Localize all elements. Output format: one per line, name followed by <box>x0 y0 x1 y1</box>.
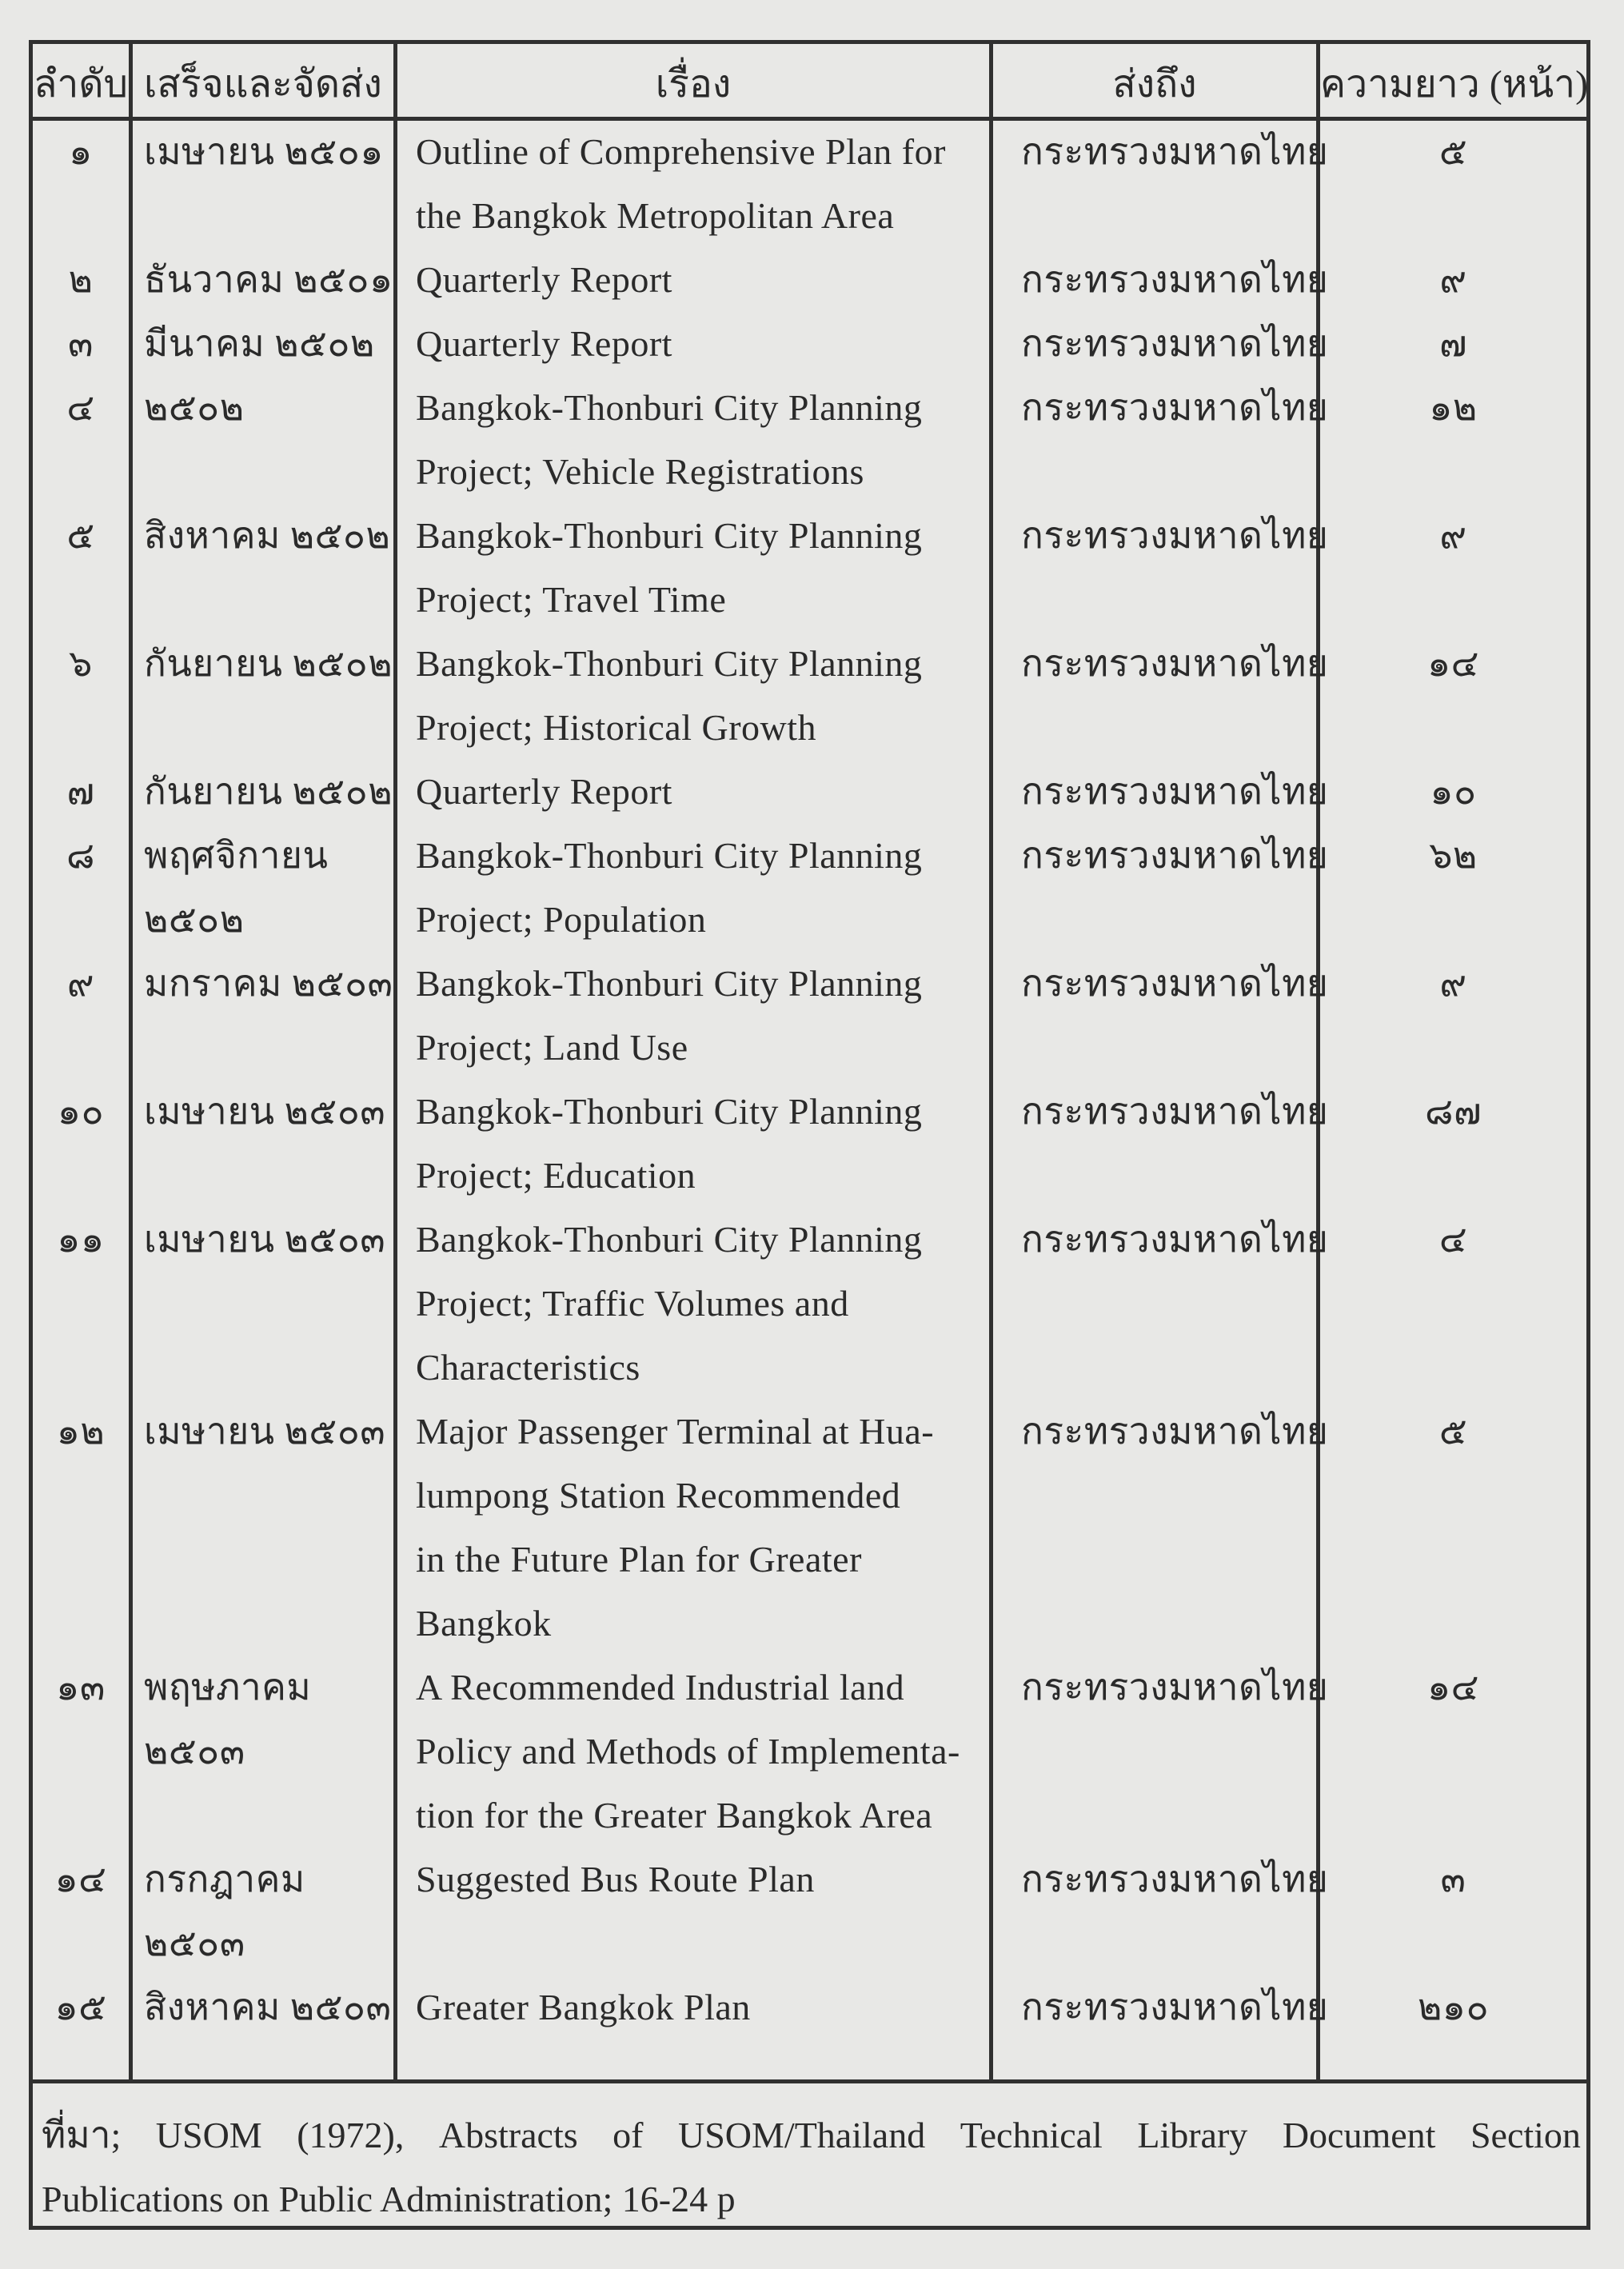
table-row-8-recipient: กระทรวงมหาดไทย <box>1021 835 1329 876</box>
table-row-4-title: Project; Vehicle Registrations <box>416 451 864 492</box>
source-note-word: USOM/Thailand <box>678 2115 926 2155</box>
table-row-3-recipient: กระทรวงมหาดไทย <box>1021 323 1329 364</box>
table-row-15-pages: ๒๑๐ <box>1417 1987 1490 2027</box>
table-row-7-title: Quarterly Report <box>416 771 672 812</box>
table-row-11-pages: ๔ <box>1438 1219 1468 1260</box>
table-row-5-title: Project; Travel Time <box>416 579 727 620</box>
table-row-2-recipient: กระทรวงมหาดไทย <box>1021 259 1329 300</box>
table-row-15-date: สิงหาคม ๒๕๐๓ <box>144 1987 392 2027</box>
table-row-11-title: Bangkok-Thonburi City Planning <box>416 1219 923 1260</box>
table-row-5-recipient: กระทรวงมหาดไทย <box>1021 515 1329 556</box>
table-row-7-recipient: กระทรวงมหาดไทย <box>1021 771 1329 812</box>
source-note-word: Technical <box>960 2115 1103 2155</box>
table-row-13-title: A Recommended Industrial land <box>416 1667 905 1708</box>
table-row-4-pages: ๑๒ <box>1429 387 1478 428</box>
table-row-4-title: Bangkok-Thonburi City Planning <box>416 387 923 428</box>
header-no: ลำดับ <box>33 63 128 106</box>
source-note-line-2: Publications on Public Administration; 16-24 p <box>42 2179 736 2219</box>
table-row-12-title: lumpong Station Recommended <box>416 1475 901 1516</box>
column-divider <box>129 40 133 2083</box>
table-row-13-pages: ๑๔ <box>1426 1667 1479 1708</box>
table-row-11-title: Characteristics <box>416 1347 640 1388</box>
table-row-1-title: the Bangkok Metropolitan Area <box>416 195 895 236</box>
source-note-word: Section <box>1470 2115 1581 2155</box>
table-row-12-recipient: กระทรวงมหาดไทย <box>1021 1411 1329 1452</box>
table-row-11-recipient: กระทรวงมหาดไทย <box>1021 1219 1329 1260</box>
table-row-6-pages: ๑๔ <box>1426 643 1479 684</box>
table-row-10-title: Bangkok-Thonburi City Planning <box>416 1091 923 1132</box>
table-row-7-pages: ๑๐ <box>1430 771 1477 812</box>
table-row-8-no: ๘ <box>66 835 95 876</box>
table-row-15-recipient: กระทรวงมหาดไทย <box>1021 1987 1329 2027</box>
table-row-11-date: เมษายน ๒๕๐๓ <box>144 1219 386 1260</box>
table-row-11-no: ๑๑ <box>57 1219 105 1260</box>
table-row-8-date: ๒๕๐๒ <box>144 899 245 940</box>
table-row-8-title: Project; Population <box>416 899 707 940</box>
source-note-word: of <box>612 2115 644 2155</box>
table-row-10-no: ๑๐ <box>57 1091 105 1132</box>
table-row-6-date: กันยายน ๒๕๐๒ <box>144 643 393 684</box>
table-row-14-pages: ๓ <box>1440 1859 1466 1899</box>
table-row-4-recipient: กระทรวงมหาดไทย <box>1021 387 1329 428</box>
source-note-word: (1972), <box>297 2115 405 2155</box>
table-bottom-rule <box>29 2079 1590 2083</box>
source-note <box>42 2103 1581 2231</box>
column-divider <box>393 40 397 2083</box>
table-row-1-no: ๑ <box>69 131 93 172</box>
table-row-14-no: ๑๔ <box>54 1859 107 1899</box>
table-row-10-pages: ๘๗ <box>1424 1091 1482 1132</box>
table-row-6-no: ๖ <box>69 643 93 684</box>
source-note-word: ที่มา; <box>42 2115 122 2155</box>
table-row-12-title: Bangkok <box>416 1603 552 1644</box>
table-row-10-title: Project; Education <box>416 1155 696 1196</box>
table-row-13-recipient: กระทรวงมหาดไทย <box>1021 1667 1329 1708</box>
table-row-9-title: Project; Land Use <box>416 1027 688 1068</box>
table-row-7-date: กันยายน ๒๕๐๒ <box>144 771 393 812</box>
table-row-3-title: Quarterly Report <box>416 323 672 364</box>
table-row-14-title: Suggested Bus Route Plan <box>416 1859 815 1899</box>
table-row-6-title: Bangkok-Thonburi City Planning <box>416 643 923 684</box>
table-row-8-pages: ๖๒ <box>1429 835 1478 876</box>
table-row-2-title: Quarterly Report <box>416 259 672 300</box>
table-row-15-no: ๑๕ <box>54 1987 107 2027</box>
table-row-12-pages: ๕ <box>1438 1411 1468 1452</box>
table-row-1-title: Outline of Comprehensive Plan for <box>416 131 946 172</box>
source-note-word: Document <box>1282 2115 1436 2155</box>
table-row-1-recipient: กระทรวงมหาดไทย <box>1021 131 1329 172</box>
table-row-5-pages: ๙ <box>1439 515 1467 556</box>
table-row-5-date: สิงหาคม ๒๕๐๒ <box>144 515 391 556</box>
table-row-3-date: มีนาคม ๒๕๐๒ <box>144 323 375 364</box>
column-divider <box>989 40 993 2083</box>
table-row-7-no: ๗ <box>66 771 95 812</box>
table-row-6-title: Project; Historical Growth <box>416 707 817 748</box>
table-row-9-recipient: กระทรวงมหาดไทย <box>1021 963 1329 1004</box>
table-row-1-date: เมษายน ๒๕๐๑ <box>144 131 385 172</box>
table-row-15-title: Greater Bangkok Plan <box>416 1987 751 2027</box>
table-row-8-title: Bangkok-Thonburi City Planning <box>416 835 923 876</box>
table-row-4-date: ๒๕๐๒ <box>144 387 245 428</box>
table-row-3-pages: ๗ <box>1438 323 1468 364</box>
table-row-6-recipient: กระทรวงมหาดไทย <box>1021 643 1329 684</box>
table-row-13-title: Policy and Methods of Implementa- <box>416 1731 960 1772</box>
table-row-14-date: ๒๕๐๓ <box>144 1923 245 1963</box>
table-row-9-date: มกราคม ๒๕๐๓ <box>144 963 393 1004</box>
table-row-5-title: Bangkok-Thonburi City Planning <box>416 515 923 556</box>
table-row-9-no: ๙ <box>66 963 95 1004</box>
table-row-2-date: ธันวาคม ๒๕๐๑ <box>144 259 393 300</box>
table-row-3-no: ๓ <box>68 323 94 364</box>
header-title: เรื่อง <box>655 63 732 106</box>
table-row-14-recipient: กระทรวงมหาดไทย <box>1021 1859 1329 1899</box>
table-row-13-date: พฤษภาคม <box>144 1667 312 1708</box>
source-note-word: USOM <box>155 2115 262 2155</box>
header-date: เสร็จและจัดส่ง <box>144 63 382 106</box>
header-recipient: ส่งถึง <box>1112 63 1197 106</box>
table-row-8-date: พฤศจิกายน <box>144 835 329 876</box>
table-row-9-pages: ๙ <box>1439 963 1467 1004</box>
table-row-14-date: กรกฎาคม <box>144 1859 305 1899</box>
table-row-10-date: เมษายน ๒๕๐๓ <box>144 1091 386 1132</box>
table-row-5-no: ๕ <box>66 515 95 556</box>
table-row-13-date: ๒๕๐๓ <box>144 1731 245 1772</box>
source-note-line-1 <box>42 2103 1581 2167</box>
table-row-9-title: Bangkok-Thonburi City Planning <box>416 963 923 1004</box>
table-row-12-title: in the Future Plan for Greater <box>416 1539 862 1580</box>
table-row-1-pages: ๕ <box>1438 131 1468 172</box>
header-pages: ความยาว (หน้า) <box>1320 63 1589 106</box>
table-row-10-recipient: กระทรวงมหาดไทย <box>1021 1091 1329 1132</box>
table-row-2-no: ๒ <box>68 259 94 300</box>
table-row-4-no: ๔ <box>66 387 95 428</box>
table-row-11-title: Project; Traffic Volumes and <box>416 1283 849 1324</box>
table-row-12-title: Major Passenger Terminal at Hua- <box>416 1411 935 1452</box>
source-note-word: Library <box>1137 2115 1248 2155</box>
table-row-13-title: tion for the Greater Bangkok Area <box>416 1795 933 1836</box>
table-row-12-date: เมษายน ๒๕๐๓ <box>144 1411 386 1452</box>
table-row-2-pages: ๙ <box>1439 259 1467 300</box>
table-row-13-no: ๑๓ <box>56 1667 106 1708</box>
table-row-12-no: ๑๒ <box>56 1411 106 1452</box>
source-note-word: Abstracts <box>438 2115 578 2155</box>
